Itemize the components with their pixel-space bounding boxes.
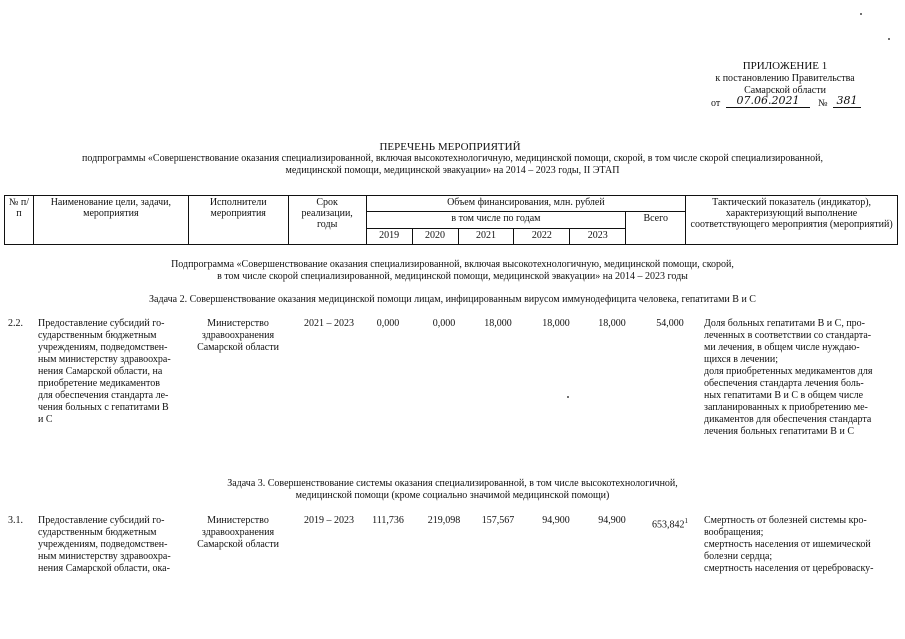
row-3-1-value-2019: 111,736 [372,515,404,526]
row-2-2-executor-line: Самарской области [197,342,279,353]
row-2-2-name-line: сударственным бюджетным [38,330,157,341]
subprogram-line-2: в том числе скорой специализированной, медицинской помощи, медицинской эвакуации» на 2014 – 2023 годы [217,271,688,282]
row-2-2-executor [188,318,288,354]
row-3-1-indicator-line: вообращения; [704,527,764,538]
row-2-2-value-2019: 0,000 [376,318,400,329]
header-num: № п/п [5,196,34,245]
row-2-2-executor-line: Министерство [207,318,269,329]
row-3-1-executor [188,515,288,551]
row-3-1-indicator-line: Смертность от болезней системы кро- [704,515,867,526]
appendix-date: 07.06.2021 [726,94,810,108]
header-name: Наименование цели, задачи, мероприятия [33,196,188,245]
row-2-2-value-2020: 0,000 [432,318,456,329]
header-executors: Исполнители мероприятия [188,196,288,245]
row-3-1-period: 2019 – 2023 [304,515,354,526]
row-3-1-name-line: ным министерству здравоохра- [38,551,171,562]
row-2-2-indicator [704,318,892,438]
header-year-2023: 2023 [570,228,626,244]
task-2-heading: Задача 2. Совершенствование оказания медицинской помощи лицам, инфицированным вирусом иммунодефицита человека, гепатитами B и C [149,294,756,305]
row-3-1-total-footnote: 1 [684,517,688,525]
row-2-2-value-total: 54,000 [656,318,684,329]
row-3-1-value-2022: 94,900 [542,515,570,526]
row-3-1-value-total [640,515,700,531]
row-3-1-total-value: 653,842 [652,519,685,531]
header-total: Всего [626,212,686,245]
row-2-2-period: 2021 – 2023 [304,318,354,329]
row-2-2-value-2023: 18,000 [598,318,626,329]
row-3-1-number: 3.1. [8,515,23,526]
row-3-1-name [38,515,186,575]
header-volume: Объем финансирования, млн. рублей [366,196,686,212]
header-year-2020: 2020 [412,228,458,244]
row-3-1-value-2020: 219,098 [427,515,461,526]
row-3-1-indicator [704,515,892,575]
row-3-1-indicator-line: болезни сердца; [704,551,773,562]
row-2-2-indicator-line: доля приобретенных медикаментов для [704,366,873,377]
row-2-2-indicator-line: лечения больных гепатитами B и C [704,426,854,437]
doc-subtitle-line-2: медицинской помощи, медицинской эвакуации» на 2014 – 2023 годы, II ЭТАП [285,165,620,176]
row-2-2-name-line: учреждениям, подведомствен- [38,342,168,353]
subprogram-line-1: Подпрограмма «Совершенствование оказания специализированной, включая высокотехнологичную, медицинской помощи, скорой, [171,259,734,270]
row-3-1-name-line: нения Самарской области, ока- [38,563,170,574]
row-2-2-name-line: чения больных с гепатитами B [38,402,169,413]
doc-heading: ПЕРЕЧЕНЬ МЕРОПРИЯТИЙ [379,141,521,153]
header-year-2021: 2021 [458,228,514,244]
header-by-years: в том числе по годам [366,212,626,228]
row-2-2-indicator-line: дикаментов для обеспечения стандарта [704,414,872,425]
header-year-2019: 2019 [366,228,412,244]
row-2-2-name [38,318,186,426]
row-3-1-executor-line: Министерство [207,515,269,526]
appendix-from-prefix: от [711,98,721,109]
row-2-2-number: 2.2. [8,318,23,329]
appendix-number: 381 [833,94,861,108]
row-2-2-indicator-line: щихся в лечении; [704,354,779,365]
appendix-line-1: к постановлению Правительства [715,73,855,84]
row-2-2-name-line: нения Самарской области, на [38,366,163,377]
row-3-1-indicator-line: смертность населения от ишемической [704,539,871,550]
row-2-2-name-line: и C [38,414,53,425]
row-3-1-name-line: Предоставление субсидий го- [38,515,165,526]
row-2-2-indicator-line: Доля больных гепатитами B и C, про- [704,318,866,329]
row-2-2-name-line: ным министерству здравоохра- [38,354,171,365]
scan-speck [567,396,569,398]
row-3-1-executor-line: Самарской области [197,539,279,550]
row-2-2-indicator-line: ных гепатитами B и C в общем числе [704,390,864,401]
scan-speck [860,13,862,15]
header-indicator: Тактический показатель (индикатор), характеризующий выполнение соответствующего мероприятия (мероприятий) [686,196,898,245]
row-3-1-executor-line: здравоохранения [201,527,275,538]
task-3-heading-line-1: Задача 3. Совершенствование системы оказания специализированной, в том числе высокотехнологичной, [227,478,678,489]
row-3-1-name-line: учреждениям, подведомствен- [38,539,168,550]
row-2-2-name-line: приобретение медикаментов [38,378,160,389]
appendix-line-2: Самарской области [744,85,826,96]
row-3-1-value-2021: 157,567 [481,515,515,526]
row-2-2-indicator-line: запланированных к приобретению ме- [704,402,868,413]
appendix-number-prefix: № [818,98,828,109]
row-3-1-value-2023: 94,900 [598,515,626,526]
row-2-2-value-2021: 18,000 [484,318,512,329]
row-2-2-name-line: для обеспечения стандарта ле- [38,390,169,401]
row-3-1-name-line: сударственным бюджетным [38,527,157,538]
task-3-heading-line-2: медицинской помощи (кроме социально значимой медицинской помощи) [295,490,610,501]
scan-speck [888,38,890,40]
row-2-2-indicator-line: леченных в соответствии со стандарта- [704,330,872,341]
row-3-1-indicator-line: смертность населения от цереброваску- [704,563,874,574]
header-year-2022: 2022 [514,228,570,244]
table-header [4,195,898,245]
doc-subtitle-line-1: подпрограммы «Совершенствование оказания специализированной, включая высокотехнологичную, медицинской помощи, скорой, в том числе скорой специализированной, [82,153,823,164]
row-2-2-indicator-line: ми лечения, в общем числе нуждаю- [704,342,860,353]
row-2-2-indicator-line: обеспечения стандарта лечения боль- [704,378,864,389]
row-2-2-name-line: Предоставление субсидий го- [38,318,165,329]
header-period: Срок реализации, годы [288,196,366,245]
appendix-title: ПРИЛОЖЕНИЕ 1 [742,60,828,72]
row-2-2-value-2022: 18,000 [542,318,570,329]
row-2-2-executor-line: здравоохранения [201,330,275,341]
